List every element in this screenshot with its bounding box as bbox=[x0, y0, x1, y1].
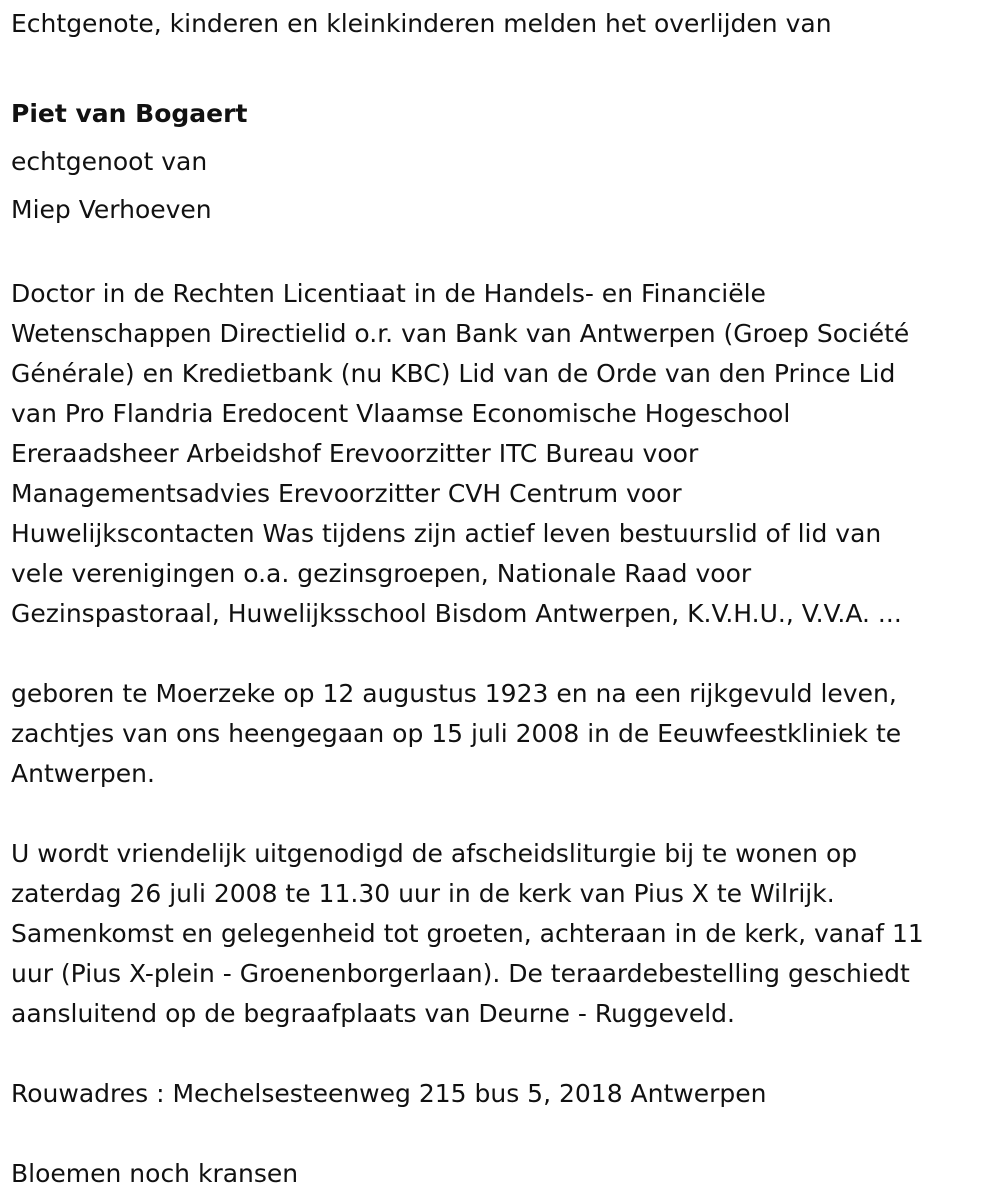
biography-line: Gezinspastoraal, Huwelijksschool Bisdom Antwerpen, K.V.H.U., V.V.A. ... bbox=[11, 599, 902, 628]
biography-line: Huwelijkscontacten Was tijdens zijn actief leven bestuurslid of lid van bbox=[11, 519, 882, 548]
biography-paragraph bbox=[11, 274, 989, 634]
biography-line: Wetenschappen Directielid o.r. van Bank van Antwerpen (Groep Société bbox=[11, 319, 910, 348]
spacer bbox=[11, 794, 989, 834]
biography-line: Ereraadsheer Arbeidshof Erevoorzitter ITC Bureau voor bbox=[11, 439, 699, 468]
ceremony-line: uur (Pius X-plein - Groenenborgerlaan). De teraardebestelling geschiedt bbox=[11, 959, 910, 988]
mourning-address: Rouwadres : Mechelsesteenweg 215 bus 5, 2018 Antwerpen bbox=[11, 1079, 767, 1108]
biography-line: Générale) en Kredietbank (nu KBC) Lid van de Orde van den Prince Lid bbox=[11, 359, 896, 388]
biography-line: vele verenigingen o.a. gezinsgroepen, Nationale Raad voor bbox=[11, 559, 752, 588]
spacer bbox=[11, 44, 989, 84]
relation-label: echtgenoot van bbox=[11, 147, 208, 176]
ceremony-line: Samenkomst en gelegenheid tot groeten, achteraan in de kerk, vanaf 11 bbox=[11, 919, 924, 948]
biography-line: Doctor in de Rechten Licentiaat in de Handels- en Financiële bbox=[11, 279, 766, 308]
biography-line: Managementsadvies Erevoorzitter CVH Centrum voor bbox=[11, 479, 682, 508]
birth-death-line: geboren te Moerzeke op 12 augustus 1923 en na een rijkgevuld leven, bbox=[11, 679, 897, 708]
ceremony-line: U wordt vriendelijk uitgenodigd de afscheidsliturgie bij te wonen op bbox=[11, 839, 858, 868]
spacer bbox=[11, 234, 989, 274]
spacer bbox=[11, 1034, 989, 1074]
spacer bbox=[11, 634, 989, 674]
intro-text: Echtgenote, kinderen en kleinkinderen melden het overlijden van bbox=[11, 9, 832, 38]
birth-death-line: zachtjes van ons heengegaan op 15 juli 2008 in de Eeuwfeestkliniek te bbox=[11, 719, 902, 748]
birth-death-paragraph bbox=[11, 674, 989, 794]
spouse-name: Miep Verhoeven bbox=[11, 195, 212, 224]
ceremony-line: aansluitend op de begraafplaats van Deurne - Ruggeveld. bbox=[11, 999, 735, 1028]
spacer bbox=[11, 1114, 989, 1154]
ceremony-paragraph bbox=[11, 834, 989, 1034]
birth-death-line: Antwerpen. bbox=[11, 759, 155, 788]
biography-line: van Pro Flandria Eredocent Vlaamse Economische Hogeschool bbox=[11, 399, 791, 428]
flowers-note: Bloemen noch kransen bbox=[11, 1159, 299, 1188]
ceremony-line: zaterdag 26 juli 2008 te 11.30 uur in de kerk van Pius X te Wilrijk. bbox=[11, 879, 835, 908]
deceased-name: Piet van Bogaert bbox=[11, 99, 248, 128]
